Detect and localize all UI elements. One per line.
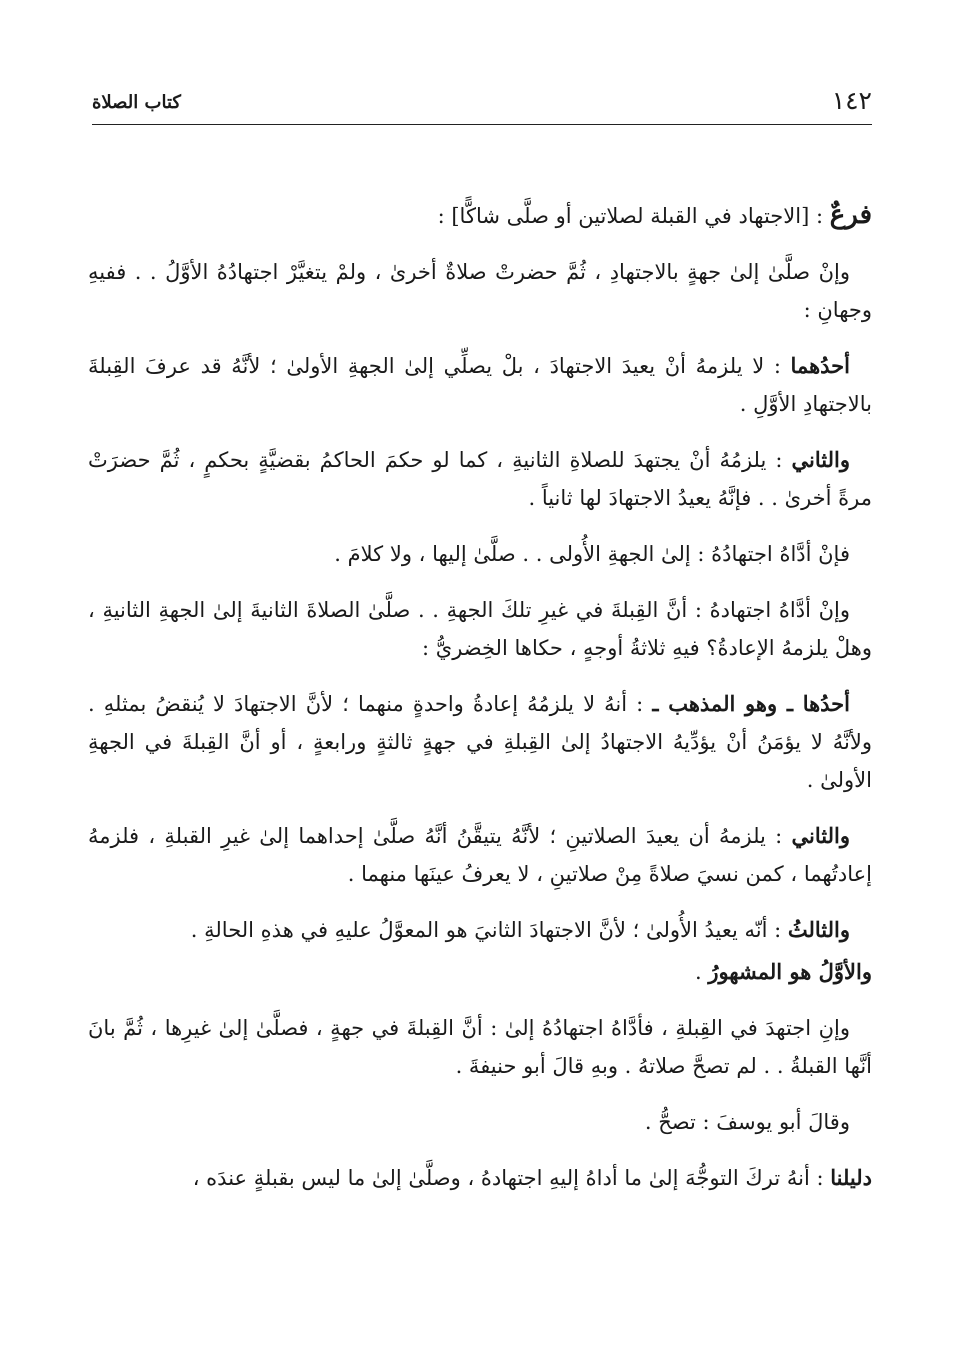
paragraph-text: : أنهُ تركَ التوجُّهَ إلىٰ ما أداهُ إليهِ اجتهادهُ ، وصلَّىٰ إلىٰ ما ليس بقبلةٍ عندَه ، (192, 1166, 831, 1190)
paragraph (88, 685, 872, 799)
paragraph-text: : لا يلزمهُ أنْ يعيدَ الاجتهادَ ، بلْ يصلِّي إلىٰ الجهةِ الأولىٰ ؛ لأنَّهُ قد عرفَ القِبلةَ بالاجتهادِ الأوَّلِ . (88, 354, 872, 416)
paragraph-text: وإنْ صلَّىٰ إلىٰ جهةٍ بالاجتهادِ ، ثُمَّ حضرتْ صلاةٌ أخرىٰ ، ولمْ يتغيَّرْ اجتهادُهُ الأوَّلُ . . ففيهِ وجهانِ : (88, 260, 872, 322)
paragraph-lead: دليلنا (830, 1165, 872, 1190)
paragraph (88, 953, 872, 991)
paragraph-text: وإنِ اجتهدَ في القِبلةِ ، فأدَّاهُ اجتهادُهُ إلىٰ : أنَّ القِبلةَ في جهةٍ ، فصلَّىٰ إلىٰ غيرِها ، ثُمَّ بانَ أنَّها القبلةُ . . لم تصحَّ صلاتهُ . وبهِ قالَ أبو حنيفةَ . (88, 1016, 872, 1078)
paragraph-lead: والثالثُ (787, 917, 850, 942)
paragraph-lead: والثاني (791, 447, 850, 472)
paragraph-text: وإنْ أدَّاهُ اجتهادهُ : أنَّ القِبلةَ في غيرِ تلكَ الجهةِ . . صلَّىٰ الصلاةَ الثانيةَ إلىٰ الجهةِ الثانيةِ ، وهلْ يلزمهُ الإعادةُ؟ فيهِ ثلاثةُ أوجهٍ ، حكاها الخِضريُّ : (88, 598, 872, 660)
paragraph-lead: أحدُهما (790, 353, 850, 378)
paragraph (88, 911, 872, 949)
book-title: كتاب الصلاة (92, 92, 181, 113)
header-rule (92, 124, 872, 125)
paragraph (88, 1159, 872, 1197)
paragraph (88, 591, 872, 667)
section-heading (88, 196, 872, 235)
page-body (88, 196, 872, 1215)
section-heading-label: فرعٌ (829, 200, 872, 230)
paragraph-text: : أنّه يعيدُ الأُولىٰ ؛ لأنَّ الاجتهادَ الثانيَ هو المعوَّلُ عليهِ في هذهِ الحالةِ . (190, 918, 788, 942)
page-number: ١٤٢ (831, 86, 872, 115)
paragraph-lead: والأوَّلُ هو المشهورُ (708, 959, 872, 984)
paragraph-text: : يلزمُهُ أنْ يجتهدَ للصلاةِ الثانيةِ ، كما لو حكمَ الحاكمُ بقضيَّةٍ بحكمٍ ، ثُمَّ حضرَتْ مرةً أخرىٰ . . فإنَّهُ يعيدُ الاجتهادَ لها ثانياً . (88, 448, 872, 510)
paragraph-text: : يلزمهُ أن يعيدَ الصلاتينِ ؛ لأنَّهُ يتيقَّنُ أنَّهُ صلَّىٰ إحداهما إلىٰ غيرِ القبلةِ ، فلزمهُ إعادتُهما ، كمن نسيَ صلاةً مِنْ صلاتينِ ، لا يعرفُ عينَها منهما . (88, 824, 872, 886)
paragraph (88, 347, 872, 423)
paragraph (88, 1009, 872, 1085)
paragraph-lead: أحدُها ـ وهو المذهب ـ (652, 691, 851, 716)
paragraph (88, 535, 872, 573)
paragraph (88, 1103, 872, 1141)
paragraph-text: : أنهُ لا يلزمُهُ إعادةُ واحدةٍ منهما ؛ لأنَّ الاجتهادَ لا يُنقضُ بمثلهِ . ولأنَّهُ لا يؤمَنُ أنْ يؤدِّيهُ الاجتهادُ إلىٰ القِبلةِ في جهةٍ ثالثةٍ ورابعةٍ ، أو أنَّ القِبلةَ في الجهةِ الأولىٰ . (88, 692, 872, 792)
paragraph-lead: والثاني (791, 823, 850, 848)
running-header (92, 86, 872, 118)
paragraph-text: . (694, 960, 709, 984)
paragraph (88, 441, 872, 517)
paragraph (88, 817, 872, 893)
section-heading-text: : [الاجتهاد في القبلة لصلاتين أو صلَّى شاكًّا] : (437, 204, 824, 228)
paragraph (88, 253, 872, 329)
paragraph-text: فإنْ أدَّاهُ اجتهادُهُ : إلىٰ الجهةِ الأُولى . . صلَّىٰ إليها ، ولا كلامَ . (334, 542, 850, 566)
paragraph-text: وقالَ أبو يوسفَ : تصحُّ . (644, 1110, 850, 1134)
